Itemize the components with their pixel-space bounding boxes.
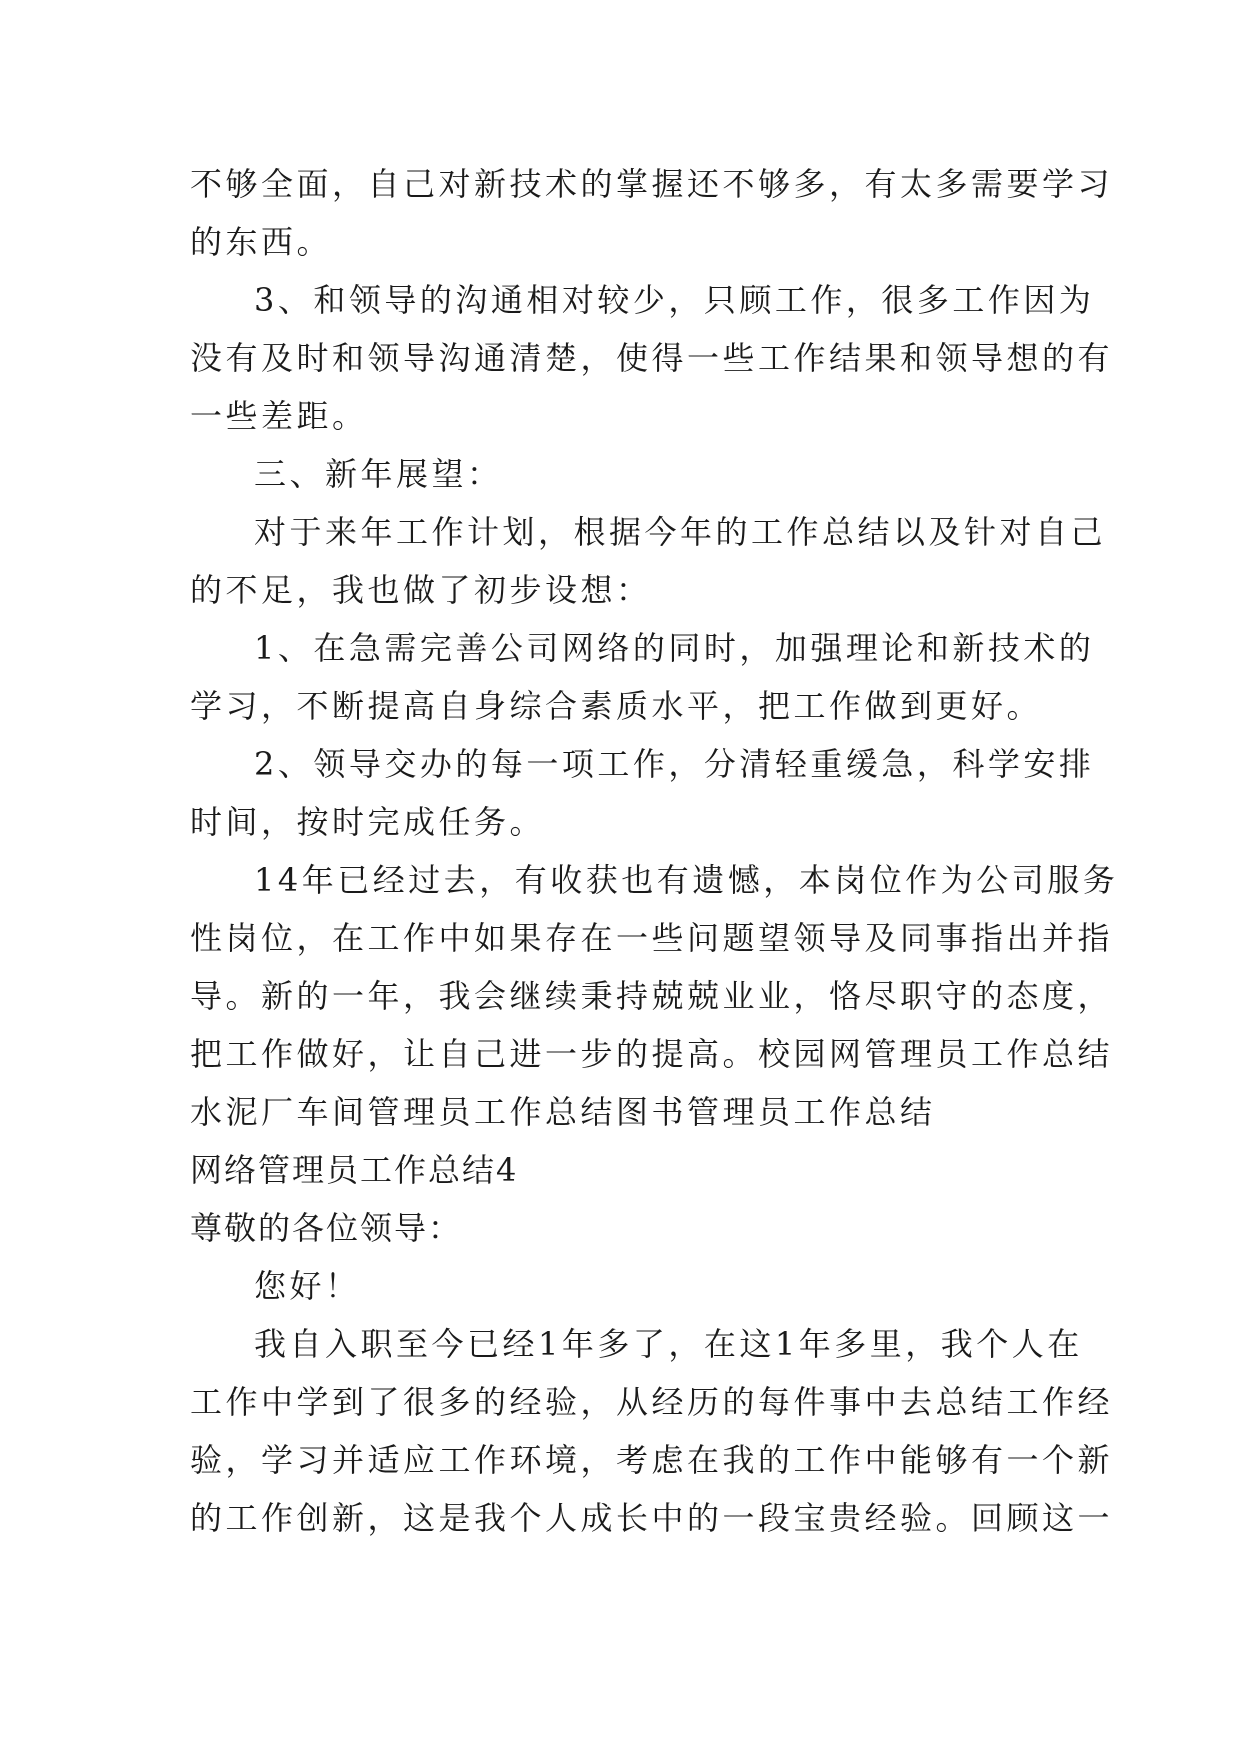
text-line: 一些差距。	[190, 397, 368, 435]
text-line: 水泥厂车间管理员工作总结图书管理员工作总结	[190, 1093, 936, 1131]
article-title: 网络管理员工作总结4	[190, 1151, 519, 1189]
text-line: 学习，不断提高自身综合素质水平，把工作做到更好。	[190, 687, 1043, 725]
text-line: 2、领导交办的每一项工作，分清轻重缓急，科学安排	[254, 745, 1095, 783]
text-line: 1、在急需完善公司网络的同时，加强理论和新技术的	[254, 629, 1095, 667]
text-line: 导。新的一年，我会继续秉持兢兢业业，恪尽职守的态度，	[190, 977, 1114, 1015]
text-line: 14年已经过去，有收获也有遗憾，本岗位作为公司服务	[254, 861, 1119, 899]
text-line: 时间，按时完成任务。	[190, 803, 546, 841]
salutation: 尊敬的各位领导：	[190, 1209, 463, 1247]
text-line: 没有及时和领导沟通清楚，使得一些工作结果和领导想的有	[190, 339, 1114, 377]
text-line: 3、和领导的沟通相对较少，只顾工作，很多工作因为	[254, 281, 1095, 319]
text-line: 工作中学到了很多的经验，从经历的每件事中去总结工作经	[190, 1383, 1114, 1421]
text-line: 性岗位，在工作中如果存在一些问题望领导及同事指出并指	[190, 919, 1114, 957]
text-line: 把工作做好，让自己进一步的提高。校园网管理员工作总结	[190, 1035, 1114, 1073]
text-line: 对于来年工作计划，根据今年的工作总结以及针对自己	[254, 513, 1107, 551]
text-line: 验，学习并适应工作环境，考虑在我的工作中能够有一个新	[190, 1441, 1114, 1479]
text-line: 我自入职至今已经1年多了，在这1年多里，我个人在	[254, 1325, 1083, 1363]
section-heading: 三、新年展望：	[254, 455, 503, 493]
document-body	[190, 155, 1119, 1547]
greeting: 您好！	[254, 1267, 361, 1305]
text-line: 不够全面，自己对新技术的掌握还不够多，有太多需要学习	[190, 165, 1114, 203]
text-line: 的东西。	[190, 223, 333, 261]
text-line: 的不足，我也做了初步设想：	[190, 571, 652, 609]
text-line: 的工作创新，这是我个人成长中的一段宝贵经验。回顾这一	[190, 1499, 1114, 1537]
